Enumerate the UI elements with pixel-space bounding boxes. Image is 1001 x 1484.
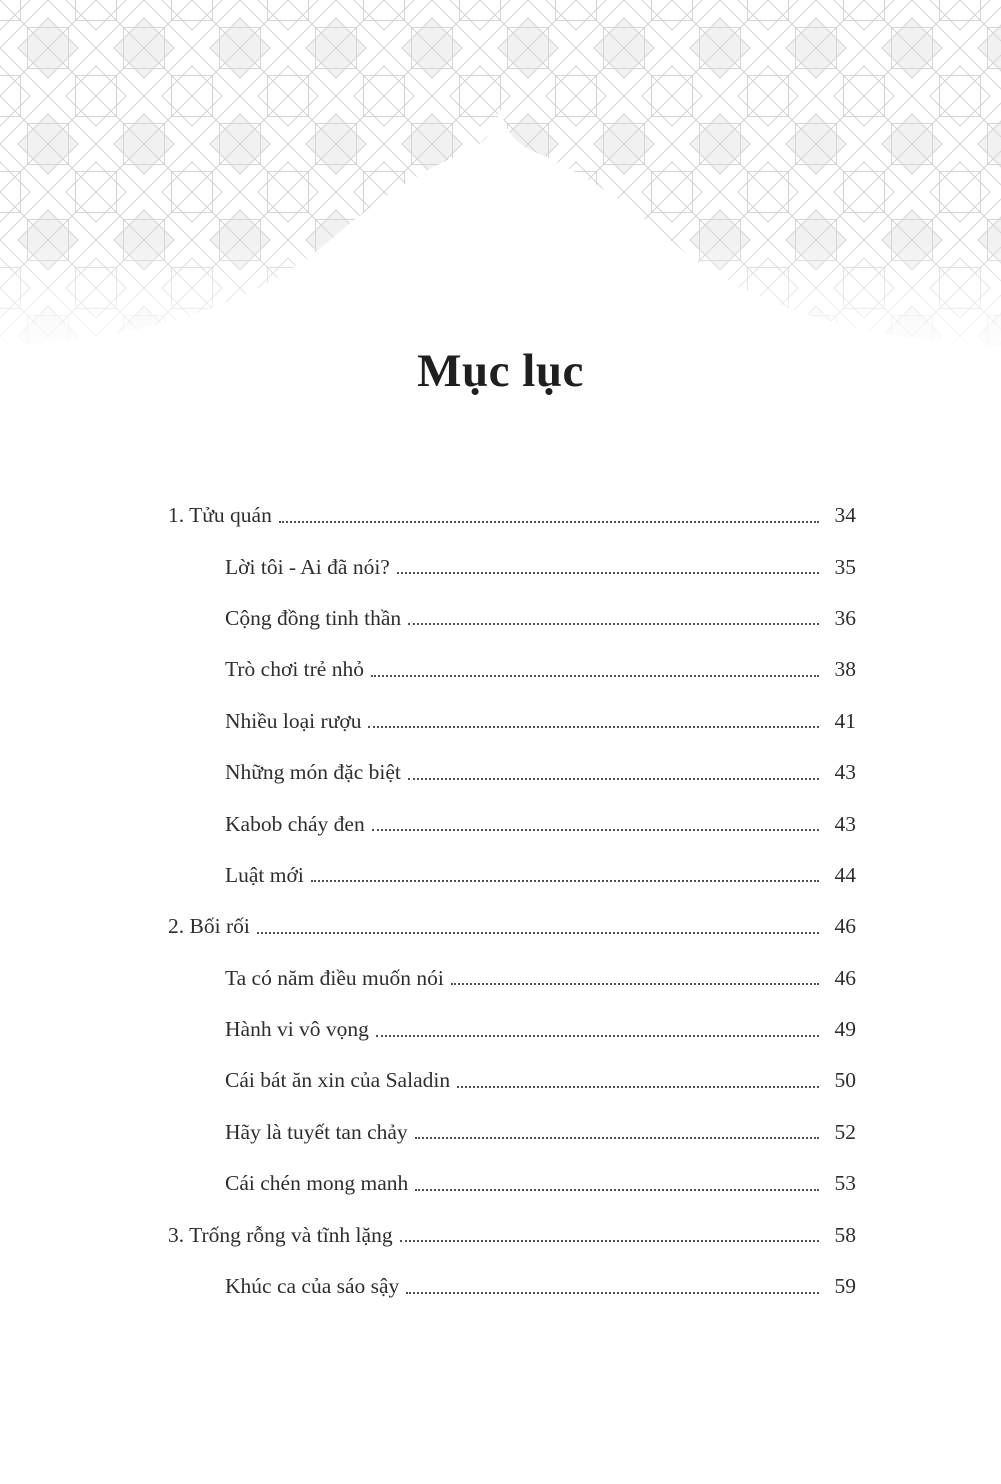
toc-entry-dot-leader bbox=[372, 829, 819, 831]
toc-entry-label: Nhiều loại rượu bbox=[225, 708, 362, 733]
toc-entry-dot-leader bbox=[368, 726, 819, 728]
toc-entry-page-number: 43 bbox=[834, 760, 856, 785]
toc-entry-dot-leader bbox=[406, 1292, 819, 1294]
toc-entry bbox=[168, 1055, 856, 1106]
toc-entry-dot-leader bbox=[311, 880, 819, 882]
toc-entry bbox=[168, 1209, 856, 1260]
toc-entry bbox=[168, 1261, 856, 1312]
toc-entry-page-number: 50 bbox=[834, 1068, 856, 1093]
toc-entry bbox=[168, 1158, 856, 1209]
toc-entry bbox=[168, 1107, 856, 1158]
toc-entry-label: Những món đặc biệt bbox=[225, 760, 401, 785]
decorative-header bbox=[0, 0, 1001, 352]
islamic-pattern-arch-ornament bbox=[0, 0, 1001, 352]
toc-entry-label: Lời tôi - Ai đã nói? bbox=[225, 554, 390, 579]
toc-entry-dot-leader bbox=[451, 983, 819, 985]
toc-entry-dot-leader bbox=[257, 932, 819, 934]
toc-entry bbox=[168, 696, 856, 747]
toc-list bbox=[168, 490, 856, 1312]
toc-entry-page-number: 46 bbox=[834, 914, 856, 939]
toc-entry bbox=[168, 798, 856, 849]
toc-entry bbox=[168, 541, 856, 592]
toc-entry bbox=[168, 1004, 856, 1055]
toc-entry-page-number: 49 bbox=[834, 1017, 856, 1042]
toc-entry bbox=[168, 644, 856, 695]
toc-entry-page-number: 35 bbox=[834, 554, 856, 579]
toc-entry-dot-leader bbox=[408, 778, 819, 780]
toc-entry-label: Trò chơi trẻ nhỏ bbox=[225, 657, 364, 682]
toc-entry-page-number: 43 bbox=[834, 811, 856, 836]
toc-entry-dot-leader bbox=[457, 1086, 819, 1088]
toc-entry-label: Luật mới bbox=[225, 862, 304, 887]
toc-entry-label: 2. Bối rối bbox=[168, 914, 250, 939]
toc-entry-label: Khúc ca của sáo sậy bbox=[225, 1274, 400, 1299]
toc-entry bbox=[168, 747, 856, 798]
toc-entry bbox=[168, 850, 856, 901]
toc-entry-page-number: 41 bbox=[834, 708, 856, 733]
toc-entry-page-number: 36 bbox=[834, 605, 856, 630]
toc-entry-label: Ta có năm điều muốn nói bbox=[225, 965, 444, 990]
toc-entry-page-number: 53 bbox=[834, 1171, 856, 1196]
toc-entry-page-number: 52 bbox=[834, 1119, 856, 1144]
toc-entry-page-number: 58 bbox=[834, 1222, 856, 1247]
toc-entry-dot-leader bbox=[408, 623, 819, 625]
toc-entry-label: 1. Tửu quán bbox=[168, 503, 272, 528]
toc-entry bbox=[168, 953, 856, 1004]
toc-entry-page-number: 59 bbox=[834, 1274, 856, 1299]
toc-entry-label: Hãy là tuyết tan chảy bbox=[225, 1119, 408, 1144]
toc-entry-dot-leader bbox=[415, 1137, 819, 1139]
toc-entry-page-number: 34 bbox=[834, 503, 856, 528]
toc-entry-dot-leader bbox=[415, 1189, 819, 1191]
toc-entry-label: Cái bát ăn xin của Saladin bbox=[225, 1068, 451, 1093]
toc-entry bbox=[168, 593, 856, 644]
toc-entry bbox=[168, 490, 856, 541]
toc-entry-page-number: 46 bbox=[834, 965, 856, 990]
toc-entry-page-number: 38 bbox=[834, 657, 856, 682]
toc-entry-label: 3. Trống rỗng và tĩnh lặng bbox=[168, 1222, 393, 1247]
toc-entry-dot-leader bbox=[397, 572, 819, 574]
toc-entry bbox=[168, 901, 856, 952]
toc-entry-label: Cộng đồng tinh thần bbox=[225, 605, 402, 630]
toc-entry-page-number: 44 bbox=[834, 862, 856, 887]
toc-entry-label: Cái chén mong manh bbox=[225, 1171, 409, 1196]
toc-entry-dot-leader bbox=[371, 675, 819, 677]
page-title: Mục lục bbox=[417, 345, 584, 397]
toc-entry-dot-leader bbox=[400, 1240, 819, 1242]
toc-entry-label: Hành vi vô vọng bbox=[225, 1017, 369, 1042]
toc-entry-label: Kabob cháy đen bbox=[225, 811, 365, 836]
toc-entry-dot-leader bbox=[279, 521, 819, 523]
toc-entry-dot-leader bbox=[376, 1035, 819, 1037]
